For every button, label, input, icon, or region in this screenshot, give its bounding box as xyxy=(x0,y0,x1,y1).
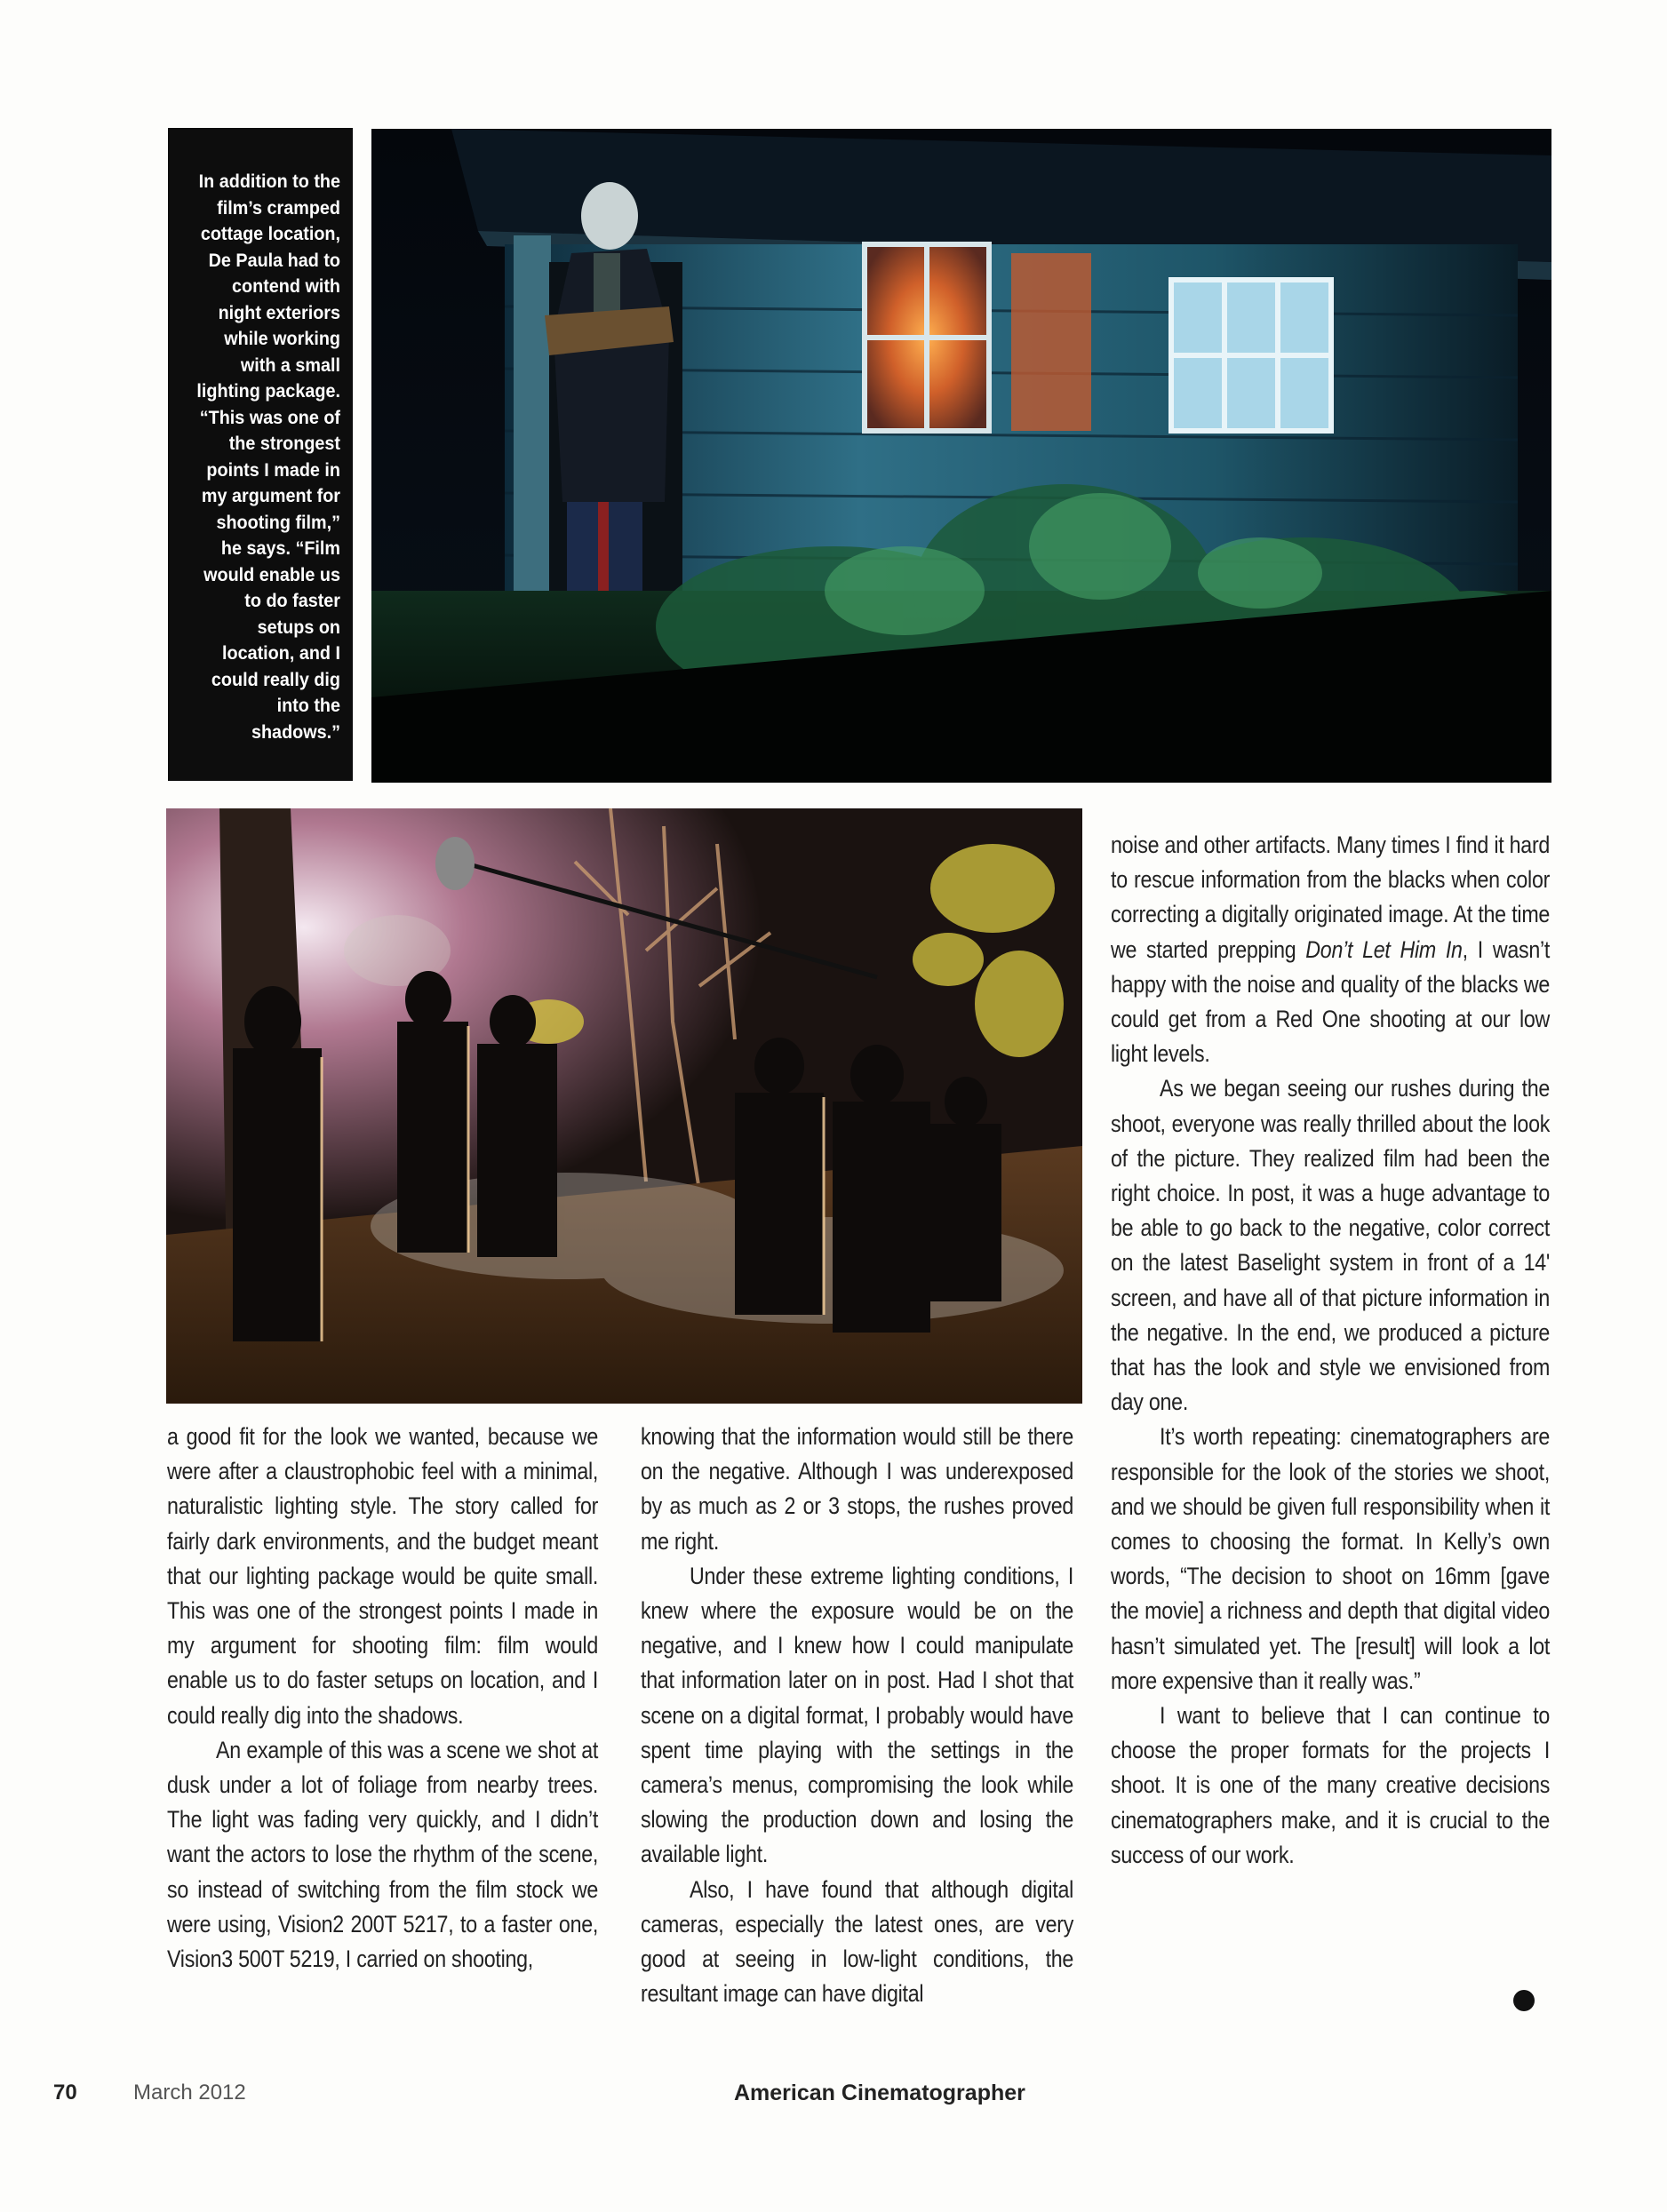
caption-line: could really dig xyxy=(211,668,340,690)
article-paragraph: Under these extreme lighting conditions, I knew where the exposure would be on the negative, and I knew how I could manipulate that information later on in post. Had I shot that scene on a digital format, I probably would have spent time playing with the settings in the camera’s menus, compromising the look while slowing the production down and losing the available light. xyxy=(641,1562,1074,1868)
caption-line: location, and I xyxy=(222,642,340,664)
article-text: , I wasn’t happy with the noise and quality of the blacks we could get from a Red One shooting at our low light levels. xyxy=(1111,935,1551,1068)
article-paragraph: As we began seeing our rushes during the shoot, everyone was really thrilled about the look of the picture. They realized film had been the right choice. In post, it was a huge advantage to be able to go back to the negative, color correct on the latest Baselight system in front of a 14' screen, and have all of that picture information in the negative. In the end, we produced a picture that has the look and style we envisioned from day one. xyxy=(1111,1075,1551,1416)
article-column-1 xyxy=(167,1420,598,1977)
film-title: Don’t Let Him In xyxy=(1305,935,1463,963)
photo-caption xyxy=(188,169,340,745)
caption-line: shooting film,” xyxy=(216,511,340,533)
caption-line: cottage location, xyxy=(200,223,340,244)
film-crew-forest-photo xyxy=(166,808,1082,1404)
article-paragraph: knowing that the information would still be there on the negative. Although I was underexposed by as much as 2 or 3 stops, the rushes proved me right. xyxy=(641,1423,1074,1555)
article-paragraph: Also, I have found that although digital cameras, especially the latest ones, are very good at seeing in low-light conditions, the resultant image can have digital xyxy=(641,1875,1074,2008)
caption-line: lighting package. xyxy=(196,380,340,402)
caption-line: to do faster xyxy=(244,590,340,611)
caption-line: points I made in xyxy=(206,458,340,481)
article-text: noise and other artifacts. Many times I find it hard to rescue information from the blacks when color correcting a digitally originated image. At the time we started prepping xyxy=(1111,831,1551,963)
night-cottage-photo xyxy=(371,129,1551,783)
article-column-3 xyxy=(1111,828,1550,1873)
caption-line: he says. “Film xyxy=(220,537,340,559)
article-paragraph: An example of this was a scene we shot at dusk under a lot of foliage from nearby trees. The light was fading very quickly, and I didn’t want the actors to lose the rhythm of the scene, so instead of switching from the film stock we were using, Vision2 200T 5217, to a faster one, Vision3 500T 5219, I carried on shooting, xyxy=(167,1736,599,1973)
caption-line: my argument for xyxy=(201,485,340,506)
caption-line: setups on xyxy=(257,616,340,638)
page-number: 70 xyxy=(53,2081,77,2105)
caption-line: night exteriors xyxy=(218,301,340,323)
caption-line: “This was one of xyxy=(199,406,340,428)
caption-line: the strongest xyxy=(228,433,340,454)
caption-line: into the xyxy=(276,695,340,716)
caption-line: In addition to the xyxy=(198,171,340,192)
article-paragraph: a good fit for the look we wanted, because we were after a claustrophobic feel with a minimal, naturalistic lighting style. The story called for fairly dark environments, and the budget meant that our lighting package would be quite small. This was one of the strongest points I made in my argument for shooting film: film would enable us to do faster setups on location, and I could really dig into the shadows. xyxy=(167,1423,599,1729)
caption-line: while working xyxy=(224,328,340,349)
magazine-name: American Cinematographer xyxy=(734,2081,1025,2105)
article-column-2 xyxy=(641,1420,1073,2011)
caption-line: would enable us xyxy=(203,563,340,585)
caption-line: film’s cramped xyxy=(217,196,340,219)
caption-line: with a small xyxy=(240,354,340,376)
caption-line: De Paula had to xyxy=(208,249,340,271)
end-of-article-bullet xyxy=(1513,1990,1535,2011)
article-paragraph: It’s worth repeating: cinematographers are responsible for the look of the stories we shoot, and we should be given full responsibility when it comes to choosing the format. In Kelly’s own words, “The decision to shoot on 16mm [gave the movie] a richness and depth that digital video hasn’t simulated yet. The [result] will look a lot more expensive than it really was.” xyxy=(1111,1423,1551,1694)
photo-caption-box xyxy=(168,128,353,781)
caption-line: shadows.” xyxy=(251,720,340,743)
article-paragraph xyxy=(1111,828,1550,1071)
article-paragraph: I want to believe that I can continue to choose the proper formats for the projects I shoot. It is one of the many creative decisions cinematographers make, and it is crucial to the success of our work. xyxy=(1111,1702,1551,1868)
caption-line: contend with xyxy=(232,275,340,297)
issue-date: March 2012 xyxy=(133,2081,246,2105)
